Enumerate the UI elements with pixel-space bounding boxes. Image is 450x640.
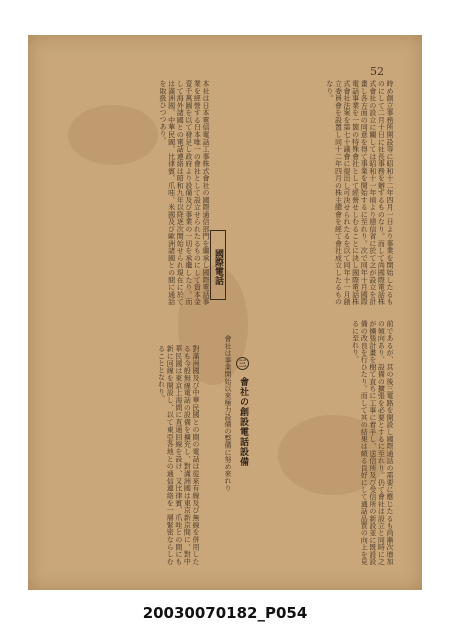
section-heading-number: 三 xyxy=(238,359,248,368)
text-column-top-left: 本社は日本電信電話工事株式會社の國際通信部門を繼承し國際電話事業を經營する日本唯一の會社として設立せられたるものにして資本金壹千萬圓を以て發足し政府より設備及び事業の一切を承繼したり。而して海外諸國との電話連絡は昭和九年以降逐次開始せられ現在に於ては滿洲國、中華民國、比律賓、爪哇、米國及び歐洲諸國との間に通話を取扱ひつつあり。 xyxy=(159,80,210,305)
text-column-bottom-left: 對滿洲國及び中華民國との間の電話は從來有線及び無線を併用したるも今般無線電話の設備を擴充し、對滿洲國は東京新京間に、對中華民國は東京上海間に直通回線を設け、又比律賓、爪哇との間にも新に回線を開設し、以て東亞各地との通信連絡を一層緊密ならしむることとなれり。 xyxy=(157,345,200,565)
image-caption: 20030070182_P054 xyxy=(142,604,308,622)
section-box-title: 國際電話 xyxy=(210,230,226,300)
text-column-bottom-right: 前であるが、其の後三電路を開設し國際通話の需要に應じたるも尚漸次增加の傾向あり、設備の擴張を必要とするに至れり。仍て會社は設立と同時に之が擴張計畫を樹て直ちに工事に着手し、送信所及び受信所の新設並に既設設備の改良を行ひたり。而して其の結果は頗る良好にして通話品質の向上を見るに至れり。 xyxy=(351,320,394,565)
document-page xyxy=(28,35,422,590)
text-column-top-right: 時め創立事務所開設等に昭和十二年四月一日より事業を開始したるものにして二月十日に社長事務を辦ずるものなり。而して尚國際電話株式會社の設立に關しては昭和十一年頃より逓信省に於て之が設立を計畫し各方面の同意を得て事業を開始するに至れり。次で同年十月國際電話事業を一箇の特殊會社として經營せしむることに決し國際電話株式會社法案を第七十議會に提出し可決せられたるを以て同年十一月創立委員會を設置し同十二年四月の株主總會を經て會社成立したるものなり。 xyxy=(325,80,394,305)
page-number: 52 xyxy=(370,65,384,78)
text-column-bottom-mid: 會社は事業開始以來極力設備の整備に努め來れり xyxy=(224,335,232,492)
section-heading-text: 會社の創設電話設備 xyxy=(238,377,248,468)
